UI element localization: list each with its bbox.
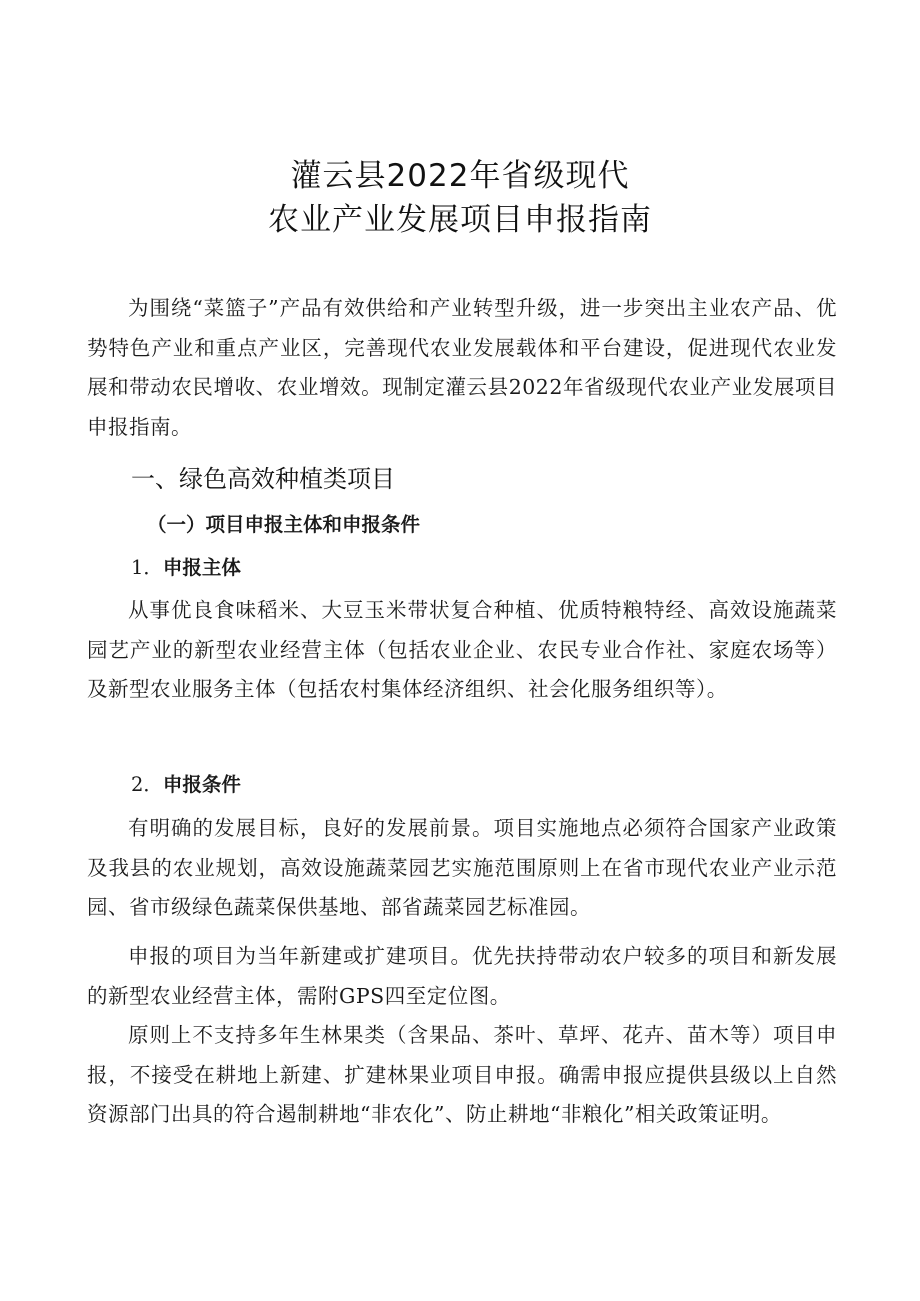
section-heading: 一、绿色高效种植类项目 bbox=[131, 465, 395, 493]
document-title-line-1: 灌云县2022年省级现代 bbox=[290, 158, 630, 194]
item-number: 1． bbox=[131, 556, 163, 579]
item-number: 2． bbox=[131, 773, 163, 796]
item-heading-text: 申报条件 bbox=[162, 773, 241, 796]
item-heading-applicant bbox=[131, 552, 241, 584]
intro-paragraph: 为围绕“菜篮子”产品有效供给和产业转型升级，进一步突出主业农产品、优势特色产业和重点产业区，完善现代农业发展载体和平台建设，促进现代农业发展和带动农民增收、农业增效。现制定灌云县2022年省级现代农业产业发展项目申报指南。 bbox=[87, 296, 837, 439]
item-heading-conditions bbox=[131, 769, 241, 801]
document-title-line-2: 农业产业发展项目申报指南 bbox=[268, 202, 652, 238]
conditions-paragraph-2: 申报的项目为当年新建或扩建项目。优先扶持带动农户较多的项目和新发展的新型农业经营主体，需附GPS四至定位图。 bbox=[87, 944, 837, 1008]
conditions-paragraph-3: 原则上不支持多年生林果类（含果品、茶叶、草坪、花卉、苗木等）项目申报，不接受在耕地上新建、扩建林果业项目申报。确需申报应提供县级以上自然资源部门出具的符合遏制耕地“非农化”、防止耕地“非粮化”相关政策证明。 bbox=[87, 1023, 837, 1126]
conditions-paragraph-1: 有明确的发展目标，良好的发展前景。项目实施地点必须符合国家产业政策及我县的农业规划，高效设施蔬菜园艺实施范围原则上在省市现代农业产业示范园、省市级绿色蔬菜保供基地、部省蔬菜园艺标准园。 bbox=[87, 816, 837, 919]
subsection-heading: （一）项目申报主体和申报条件 bbox=[147, 513, 421, 536]
applicant-paragraph: 从事优良食味稻米、大豆玉米带状复合种植、优质特粮特经、高效设施蔬菜园艺产业的新型农业经营主体（包括农业企业、农民专业合作社、家庭农场等）及新型农业服务主体（包括农村集体经济组织、社会化服务组织等）。 bbox=[87, 598, 837, 701]
item-heading-text: 申报主体 bbox=[162, 556, 241, 579]
